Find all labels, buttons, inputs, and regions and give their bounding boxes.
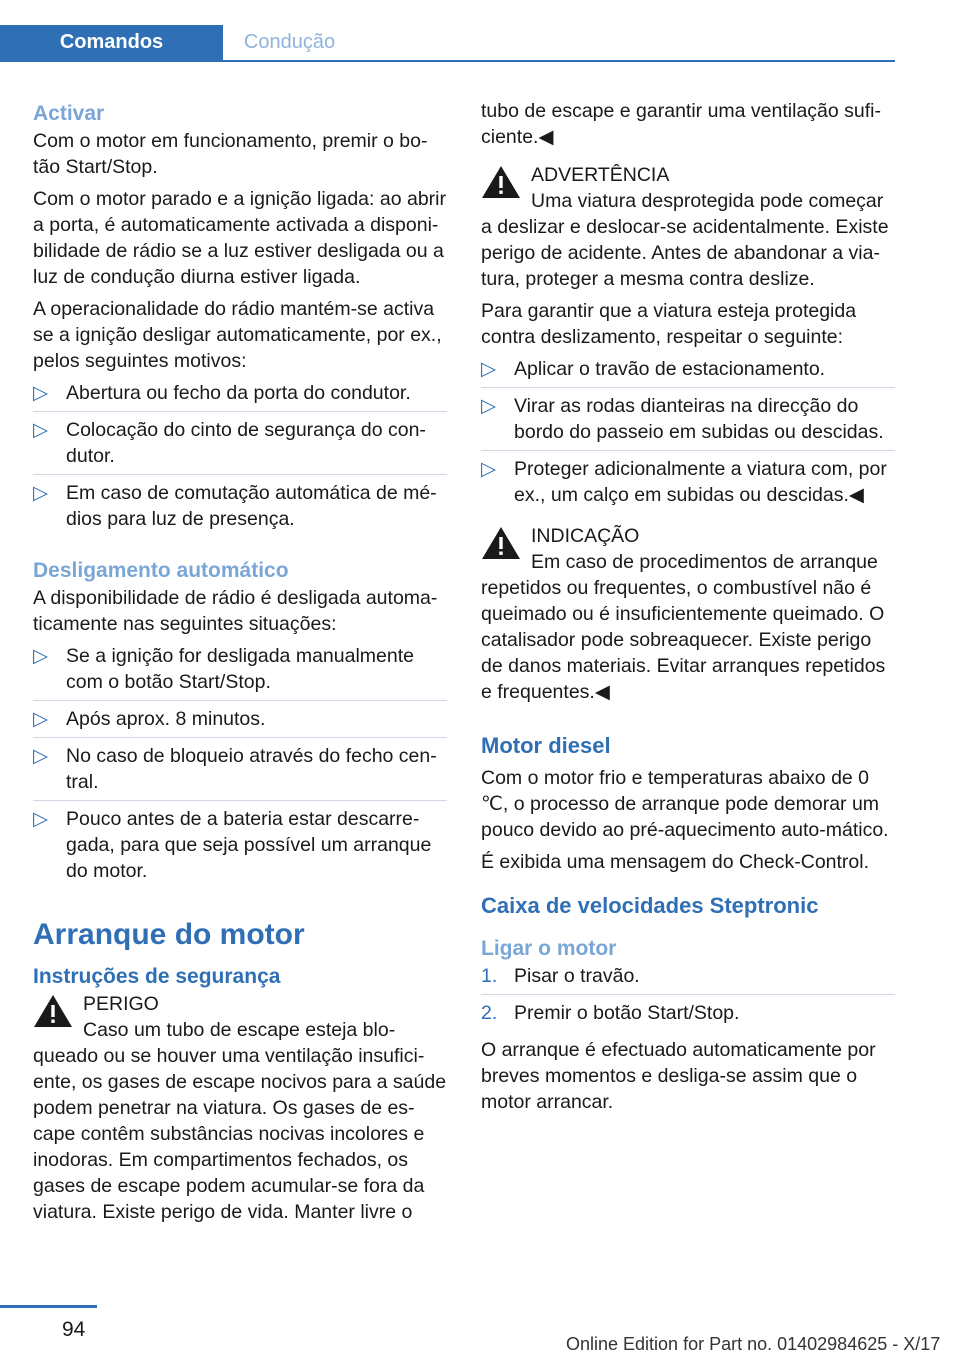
warning-block-indicacao	[481, 523, 895, 705]
section-title-activar: Activar	[33, 102, 105, 125]
section-title-desligamento: Desligamento automático	[33, 559, 289, 582]
left-column	[33, 100, 447, 1225]
list-item-text: Pisar o travão.	[514, 965, 640, 987]
warning-text: Uma viatura desprotegida pode começar a deslizar e deslocar-se acidentalmente. Existe perigo de acidente. Antes de abandonar a via-tura, proteger a mesma contra deslize.	[481, 190, 889, 290]
numbered-list-ligar	[481, 963, 895, 1031]
list-item	[33, 380, 447, 412]
triangle-bullet-icon: ▷	[481, 458, 496, 480]
paragraph: Com o motor frio e temperaturas abaixo de 0 ℃, o processo de arranque pode demorar um pouco devido ao pré-aquecimento auto-mático.	[481, 767, 889, 841]
paragraph: Para garantir que a viatura esteja protegida contra deslizamento, respeitar o seguinte:	[481, 300, 857, 348]
header-rule	[0, 60, 895, 62]
triangle-bullet-icon: ▷	[33, 382, 48, 404]
list-item-text: Se a ignição for desligada manualmente com o botão Start/Stop.	[66, 645, 414, 693]
warning-text: Caso um tubo de escape esteja blo-queado ou se houver uma ventilação insufici-ente, os gases de escape nocivos para a saúde podem penetrar na viatura. Os gases de es-cape contêm substâncias nocivas incolores e inodoras. Em compartimentos fechados, os gases de escape podem acumular-se fora da viatura. Existe perigo de vida. Manter livre o	[33, 1019, 447, 1223]
paragraph: A disponibilidade de rádio é desligada automa-ticamente nas seguintes situações:	[33, 587, 438, 635]
list-item	[33, 806, 447, 889]
section-title-diesel: Motor diesel	[481, 733, 611, 758]
warning-title: ADVERTÊNCIA	[531, 164, 670, 186]
step-number: 2.	[481, 1002, 498, 1024]
warning-block-perigo	[33, 991, 447, 1225]
page-number: 94	[62, 1318, 86, 1341]
warning-title: PERIGO	[83, 993, 159, 1015]
paragraph: tubo de escape e garantir uma ventilação sufi-ciente.◀	[481, 100, 881, 148]
footer-rule	[0, 1305, 97, 1308]
list-item	[481, 356, 895, 388]
list-item	[481, 1000, 895, 1031]
edition-note: Online Edition for Part no. 01402984625 - X/17	[566, 1334, 941, 1354]
list-item-text: Após aprox. 8 minutos.	[66, 708, 266, 730]
section-title-caixa: Caixa de velocidades Steptronic	[481, 893, 819, 918]
warning-block-advertencia	[481, 162, 895, 292]
list-item-text: Virar as rodas dianteiras na direcção do bordo do passeio em subidas ou descidas.	[514, 395, 884, 443]
warning-triangle-icon	[481, 165, 521, 199]
list-item-text: No caso de bloqueio através do fecho cen-tral.	[66, 745, 437, 793]
list-item	[33, 417, 447, 475]
bullet-list-desligamento	[33, 643, 447, 889]
list-item	[33, 480, 447, 537]
warning-triangle-icon	[33, 994, 73, 1028]
paragraph: A operacionalidade do rádio mantém-se activa se a ignição desligar automaticamente, por ex., pelos seguintes motivos:	[33, 298, 442, 372]
section-title-instrucoes: Instruções de segurança	[33, 965, 281, 988]
triangle-bullet-icon: ▷	[33, 419, 48, 441]
triangle-bullet-icon: ▷	[33, 645, 48, 667]
list-item-text: Premir o botão Start/Stop.	[514, 1002, 740, 1024]
tab-conducao[interactable]: Condução	[243, 31, 336, 53]
paragraph: É exibida uma mensagem do Check-Control.	[481, 851, 870, 873]
triangle-bullet-icon: ▷	[481, 358, 496, 380]
list-item-text: Aplicar o travão de estacionamento.	[514, 358, 826, 380]
paragraph: Com o motor parado e a ignição ligada: ao abrir a porta, é automaticamente activada a disponi-bilidade de rádio se a luz estiver desligada ou a luz de condução diurna estiver ligada.	[33, 188, 446, 288]
tab-comandos[interactable]: Comandos	[0, 25, 223, 60]
list-item	[33, 743, 447, 801]
right-column	[481, 98, 895, 1121]
warning-triangle-icon	[481, 526, 521, 560]
chapter-title: Arranque do motor	[33, 918, 305, 951]
list-item	[33, 706, 447, 738]
bullet-list-advertencia	[481, 356, 895, 513]
triangle-bullet-icon: ▷	[481, 395, 496, 417]
bullet-list-activar	[33, 380, 447, 537]
list-item-text: Pouco antes de a bateria estar descarre-gada, para que seja possível um arranque do motor.	[66, 808, 432, 882]
step-number: 1.	[481, 965, 498, 987]
list-item-text: Proteger adicionalmente a viatura com, por ex., um calço em subidas ou descidas.◀	[514, 458, 887, 506]
warning-title: INDICAÇÃO	[531, 525, 640, 547]
list-item-text: Colocação do cinto de segurança do con-dutor.	[66, 419, 426, 467]
list-item	[481, 963, 895, 995]
triangle-bullet-icon: ▷	[33, 808, 48, 830]
list-item-text: Abertura ou fecho da porta do condutor.	[66, 382, 411, 404]
list-item	[33, 643, 447, 701]
list-item	[481, 456, 895, 513]
paragraph: O arranque é efectuado automaticamente por breves momentos e desliga-se assim que o motor arrancar.	[481, 1039, 876, 1113]
paragraph: Com o motor em funcionamento, premir o bo-tão Start/Stop.	[33, 130, 428, 178]
triangle-bullet-icon: ▷	[33, 708, 48, 730]
triangle-bullet-icon: ▷	[33, 482, 48, 504]
warning-text: Em caso de procedimentos de arranque repetidos ou frequentes, o combustível não é queimado ou é insuficientemente queimado. O catalisador pode sobreaquecer. Existe perigo de danos materiais. Evitar arranques repetidos e frequentes.◀	[481, 551, 886, 703]
list-item	[481, 393, 895, 451]
triangle-bullet-icon: ▷	[33, 745, 48, 767]
list-item-text: Em caso de comutação automática de mé-dios para luz de presença.	[66, 482, 437, 530]
section-title-ligar: Ligar o motor	[481, 937, 617, 960]
